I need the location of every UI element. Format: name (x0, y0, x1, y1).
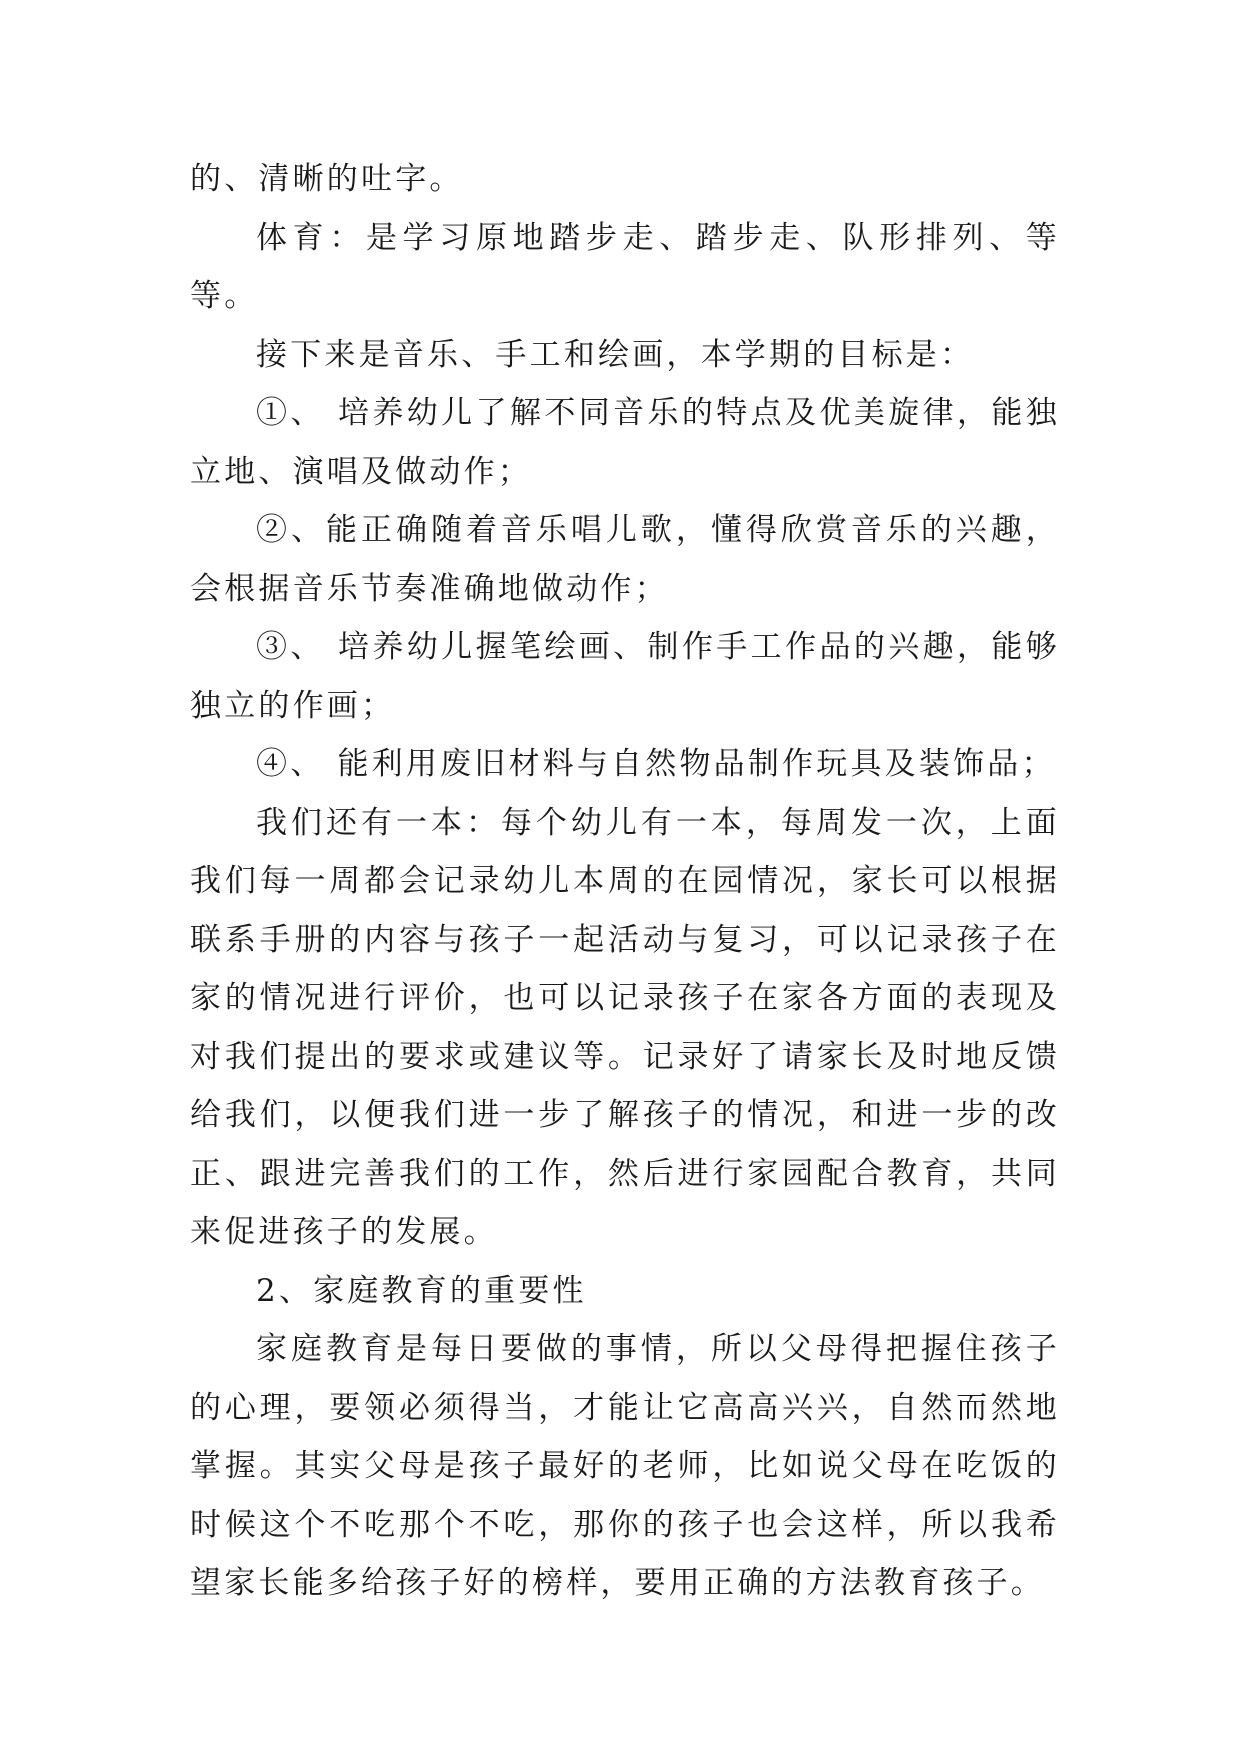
list-item-goal-1: ①、 培养幼儿了解不同音乐的特点及优美旋律，能独立地、演唱及做动作； (190, 395, 1060, 490)
list-item-goal-4: ④、 能利用废旧材料与自然物品制作玩具及装饰品； (256, 746, 1056, 782)
document-body (190, 150, 1060, 1613)
paragraph-physical-education: 体育：是学习原地踏步走、踏步走、队形排列、等等。 (190, 219, 1060, 314)
list-item-goal-3: ③、 培养幼儿握笔绘画、制作手工作品的兴趣，能够独立的作画； (190, 629, 1060, 724)
section-heading-family-education: 2、家庭教育的重要性 (256, 1272, 587, 1309)
paragraph-contact-handbook: 我们还有一本：每个幼儿有一本，每周发一次，上面我们每一周都会记录幼儿本周的在园情况，家长可以根据联系手册的内容与孩子一起活动与复习，可以记录孩子在家的情况进行评价，也可以记录孩子在家各方面的表现及对我们提出的要求或建议等。记录好了请家长及时地反馈给我们，以便我们进一步了解孩子的情况，和进一步的改正、跟进完善我们的工作，然后进行家园配合教育，共同来促进孩子的发展。 (190, 804, 1060, 1250)
paragraph-music-art-intro: 接下来是音乐、手工和绘画，本学期的目标是： (256, 336, 975, 373)
list-item-goal-2: ②、能正确随着音乐唱儿歌，懂得欣赏音乐的兴趣，会根据音乐节奏准确地做动作； (190, 512, 1060, 607)
paragraph-family-education: 家庭教育是每日要做的事情，所以父母得把握住孩子的心理，要领必须得当，才能让它高高兴兴，自然而然地掌握。其实父母是孩子最好的老师，比如说父母在吃饭的时候这个不吃那个不吃，那你的孩子也会这样，所以我希望家长能多给孩子好的榜样，要用正确的方法教育孩子。 (190, 1331, 1060, 1601)
paragraph-speech-continuation: 的、清晰的吐字。 (190, 161, 464, 197)
